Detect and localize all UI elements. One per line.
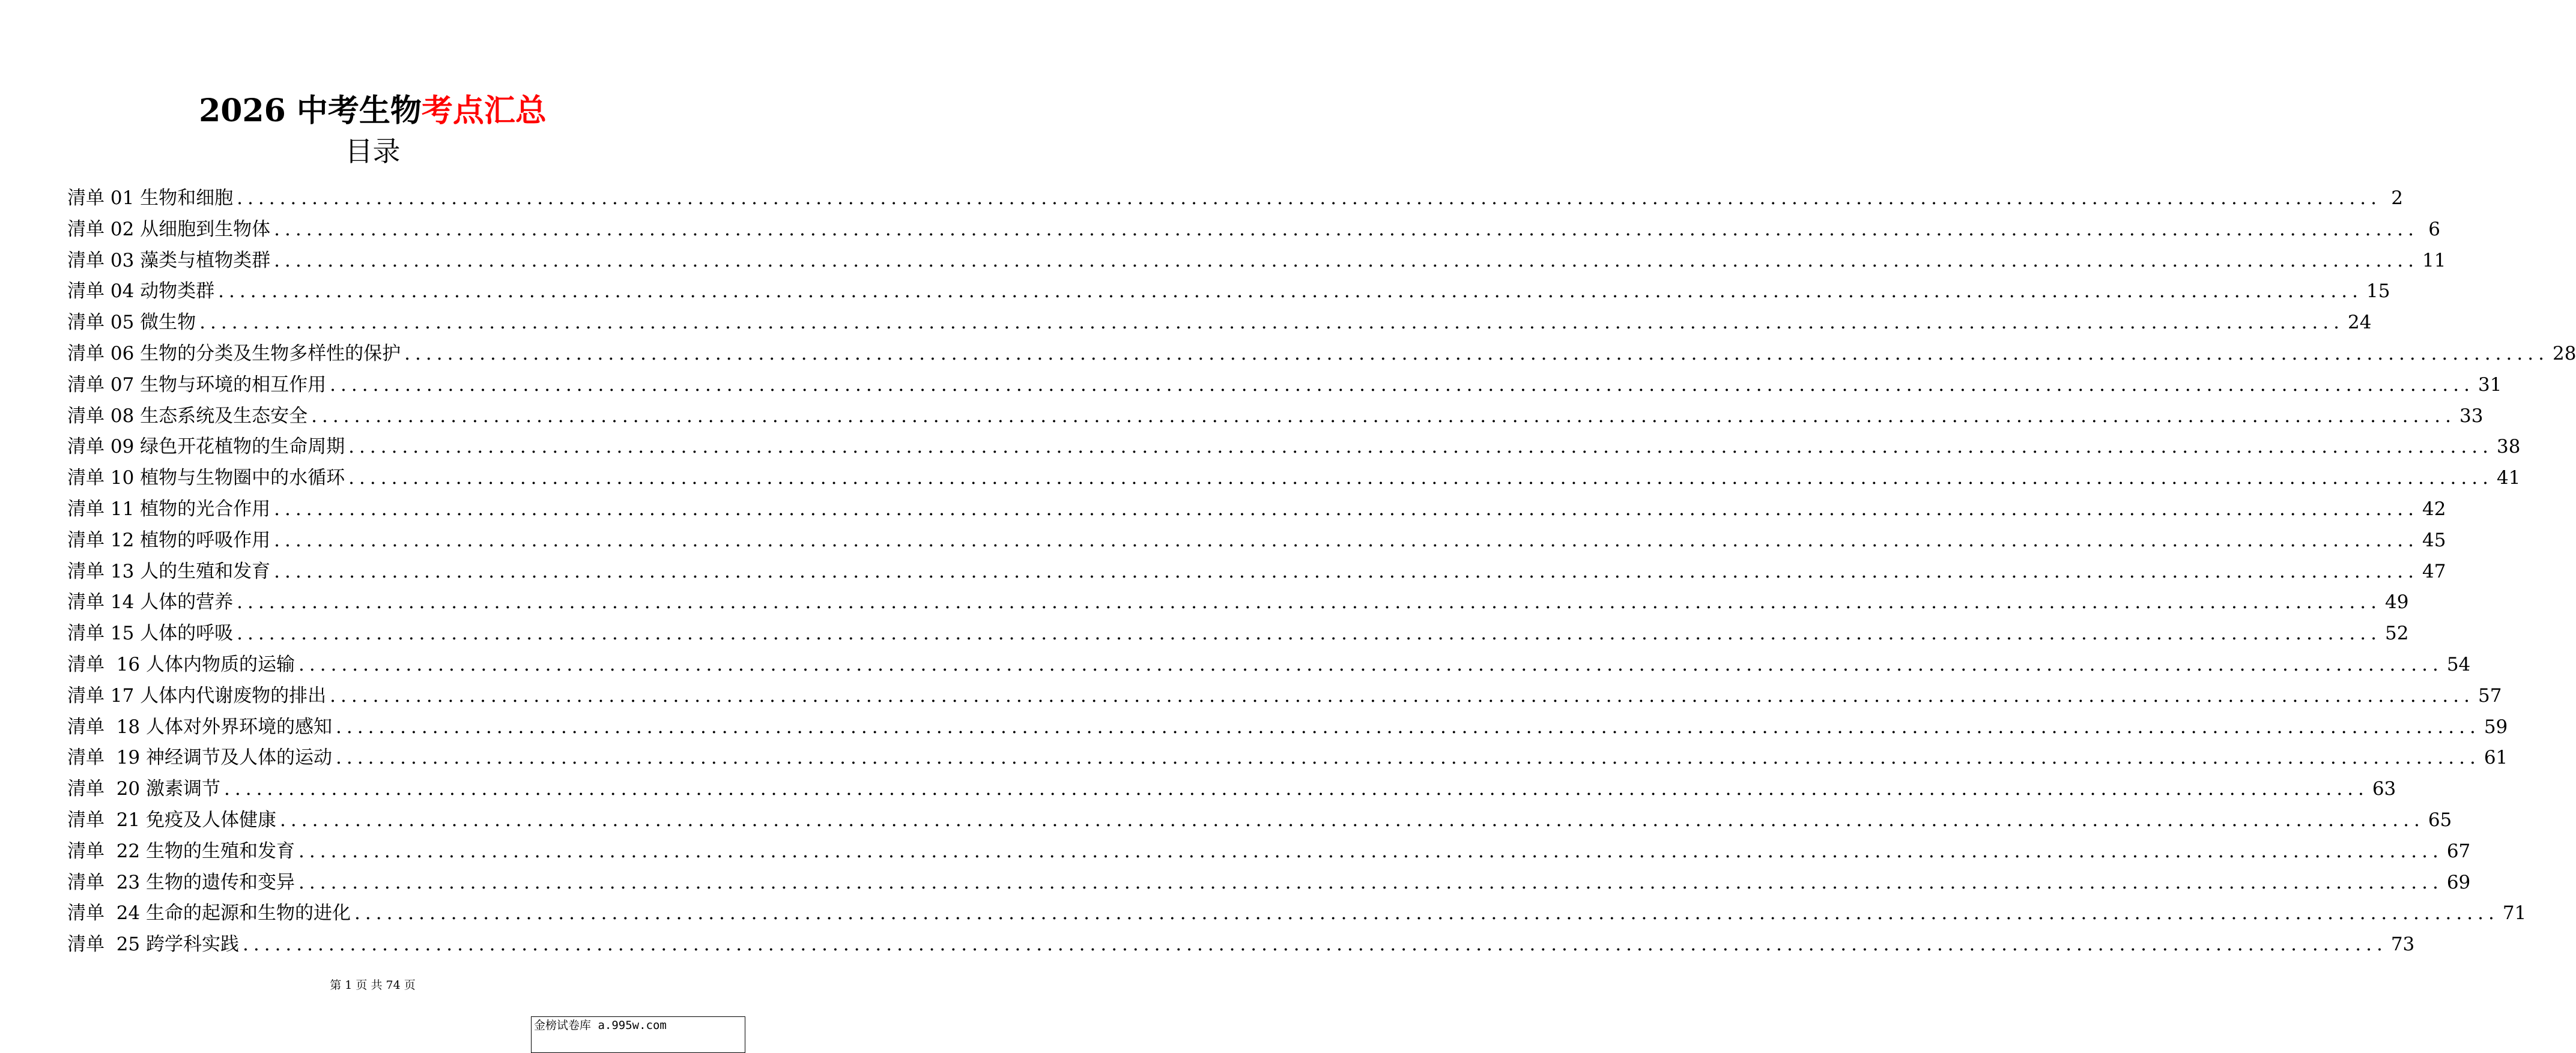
toc-entry-label: 清单 13 人的生殖和发育 <box>67 560 271 582</box>
toc-entry-label: 清单 19 神经调节及人体的运动 <box>67 747 333 769</box>
toc-leader-dots: ........................................................................................................................................................................................................ <box>348 467 2493 489</box>
toc-leader-dots: ........................................................................................................................................................................................................ <box>224 778 2369 800</box>
toc-leader-dots: ........................................................................................................................................................................................................ <box>274 218 2419 240</box>
document-title <box>0 90 745 132</box>
toc-entry[interactable] <box>67 836 2471 867</box>
toc-entry[interactable] <box>67 525 2446 557</box>
toc-entry-label: 清单 04 动物类群 <box>67 280 215 303</box>
toc-leader-dots: ........................................................................................................................................................................................................ <box>280 809 2425 831</box>
toc-entry[interactable] <box>67 712 2508 743</box>
toc-leader-dots: ........................................................................................................................................................................................................ <box>274 249 2419 271</box>
toc-entry[interactable] <box>67 432 2521 463</box>
toc-entry[interactable] <box>67 743 2508 774</box>
toc-leader-dots: ........................................................................................................................................................................................................ <box>404 342 2549 364</box>
toc-entry-page-number: 2 <box>2391 187 2403 209</box>
document-title-highlight: 考点汇总 <box>421 92 547 129</box>
toc-entry-label: 清单 05 微生物 <box>67 312 196 334</box>
toc-entry-label: 清单 24 生命的起源和生物的进化 <box>67 902 351 925</box>
toc-entry-label: 清单 08 生态系统及生态安全 <box>67 405 308 427</box>
toc-entry-label: 清单 12 植物的呼吸作用 <box>67 529 271 551</box>
toc-entry[interactable] <box>67 276 2390 307</box>
toc-entry-page-number: 71 <box>2502 902 2527 925</box>
toc-entry-label: 清单 02 从细胞到生物体 <box>67 218 271 240</box>
toc-entry[interactable] <box>67 463 2521 494</box>
toc-leader-dots: ........................................................................................................................................................................................................ <box>243 934 2387 956</box>
toc-entry[interactable] <box>67 587 2409 618</box>
toc-entry-label: 清单 16 人体内物质的运输 <box>67 653 295 675</box>
toc-entry[interactable] <box>67 214 2440 246</box>
toc-entry-page-number: 45 <box>2422 529 2446 551</box>
toc-entry-label: 清单 09 绿色开花植物的生命周期 <box>67 436 345 458</box>
toc-entry[interactable] <box>67 307 2372 339</box>
toc-entry[interactable] <box>67 183 2403 214</box>
toc-entry-label: 清单 07 生物与环境的相互作用 <box>67 373 327 396</box>
toc-leader-dots: ........................................................................................................................................................................................................ <box>274 529 2419 551</box>
page-footer: 第 1 页 共 74 页 <box>330 979 416 992</box>
toc-entry-page-number: 41 <box>2496 467 2521 489</box>
toc-entry-page-number: 24 <box>2347 312 2372 334</box>
toc-entry-label: 清单 14 人体的营养 <box>67 591 234 614</box>
toc-entry-label: 清单 11 植物的光合作用 <box>67 498 271 520</box>
toc-entry-page-number: 42 <box>2422 498 2446 520</box>
toc-entry[interactable] <box>67 650 2471 681</box>
toc-entry[interactable] <box>67 557 2446 588</box>
toc-entry-label: 清单 23 生物的遗传和变异 <box>67 871 295 893</box>
toc-entry[interactable] <box>67 339 2576 370</box>
toc-entry-page-number: 6 <box>2428 218 2440 240</box>
toc-entry-page-number: 69 <box>2446 871 2471 893</box>
toc-entry-label: 清单 21 免疫及人体健康 <box>67 809 277 831</box>
toc-leader-dots: ........................................................................................................................................................................................................ <box>237 623 2381 645</box>
toc-entry-label: 清单 25 跨学科实践 <box>67 934 240 956</box>
toc-entry-page-number: 73 <box>2390 934 2415 956</box>
toc-entry-page-number: 11 <box>2422 249 2446 271</box>
toc-entry-page-number: 54 <box>2446 653 2471 675</box>
toc-entry-page-number: 61 <box>2484 747 2508 769</box>
toc-entry-page-number: 47 <box>2422 560 2446 582</box>
toc-entry-label: 清单 22 生物的生殖和发育 <box>67 840 295 862</box>
toc-leader-dots: ........................................................................................................................................................................................................ <box>336 747 2481 769</box>
table-of-contents-heading: 目录 <box>345 135 401 167</box>
toc-entry-label: 清单 03 藻类与植物类群 <box>67 249 271 271</box>
toc-entry-page-number: 65 <box>2428 809 2452 831</box>
toc-entry-page-number: 57 <box>2478 684 2502 707</box>
toc-leader-dots: ........................................................................................................................................................................................................ <box>199 312 2344 334</box>
toc-leader-dots: ........................................................................................................................................................................................................ <box>311 405 2456 427</box>
toc-entry[interactable] <box>67 681 2502 712</box>
toc-leader-dots: ........................................................................................................................................................................................................ <box>330 373 2474 396</box>
watermark-text: 金榜试卷库 a.995w.com <box>534 1019 667 1032</box>
toc-entry-label: 清单 06 生物的分类及生物多样性的保护 <box>67 342 401 364</box>
toc-entry[interactable] <box>67 805 2452 836</box>
toc-entry-page-number: 52 <box>2384 623 2409 645</box>
toc-entry[interactable] <box>67 867 2471 899</box>
toc-entry-label: 清单 15 人体的呼吸 <box>67 623 234 645</box>
table-of-contents <box>67 183 2576 961</box>
toc-leader-dots: ........................................................................................................................................................................................................ <box>336 716 2481 738</box>
toc-entry-label: 清单 17 人体内代谢废物的排出 <box>67 684 327 707</box>
toc-leader-dots: ........................................................................................................................................................................................................ <box>354 902 2499 925</box>
toc-entry[interactable] <box>67 246 2446 277</box>
toc-entry-page-number: 63 <box>2372 778 2396 800</box>
toc-entry-page-number: 31 <box>2478 373 2502 396</box>
toc-leader-dots: ........................................................................................................................................................................................................ <box>237 591 2381 614</box>
toc-leader-dots: ........................................................................................................................................................................................................ <box>348 436 2493 458</box>
toc-entry[interactable] <box>67 618 2409 650</box>
document-title-main: 2026 中考生物 <box>199 92 422 129</box>
toc-entry[interactable] <box>67 929 2415 961</box>
toc-leader-dots: ........................................................................................................................................................................................................ <box>299 871 2443 893</box>
toc-entry-page-number: 33 <box>2459 405 2484 427</box>
toc-entry[interactable] <box>67 774 2396 805</box>
toc-leader-dots: ........................................................................................................................................................................................................ <box>218 280 2363 303</box>
toc-leader-dots: ........................................................................................................................................................................................................ <box>299 840 2443 862</box>
toc-entry-label: 清单 01 生物和细胞 <box>67 187 234 209</box>
toc-entry[interactable] <box>67 898 2527 929</box>
watermark-box <box>531 1016 745 1053</box>
toc-leader-dots: ........................................................................................................................................................................................................ <box>274 560 2419 582</box>
toc-leader-dots: ........................................................................................................................................................................................................ <box>299 653 2443 675</box>
toc-entry[interactable] <box>67 401 2484 432</box>
toc-entry-label: 清单 20 激素调节 <box>67 778 221 800</box>
toc-entry[interactable] <box>67 494 2446 525</box>
toc-entry-label: 清单 18 人体对外界环境的感知 <box>67 716 333 738</box>
toc-entry-label: 清单 10 植物与生物圈中的水循环 <box>67 467 345 489</box>
toc-entry-page-number: 28 <box>2552 342 2576 364</box>
toc-entry[interactable] <box>67 370 2502 401</box>
toc-entry-page-number: 38 <box>2496 436 2521 458</box>
toc-leader-dots: ........................................................................................................................................................................................................ <box>330 684 2474 707</box>
toc-entry-page-number: 59 <box>2484 716 2508 738</box>
toc-entry-page-number: 49 <box>2384 591 2409 614</box>
toc-leader-dots: ........................................................................................................................................................................................................ <box>237 187 2381 209</box>
toc-entry-page-number: 15 <box>2366 280 2390 303</box>
toc-entry-page-number: 67 <box>2446 840 2471 862</box>
toc-leader-dots: ........................................................................................................................................................................................................ <box>274 498 2419 520</box>
